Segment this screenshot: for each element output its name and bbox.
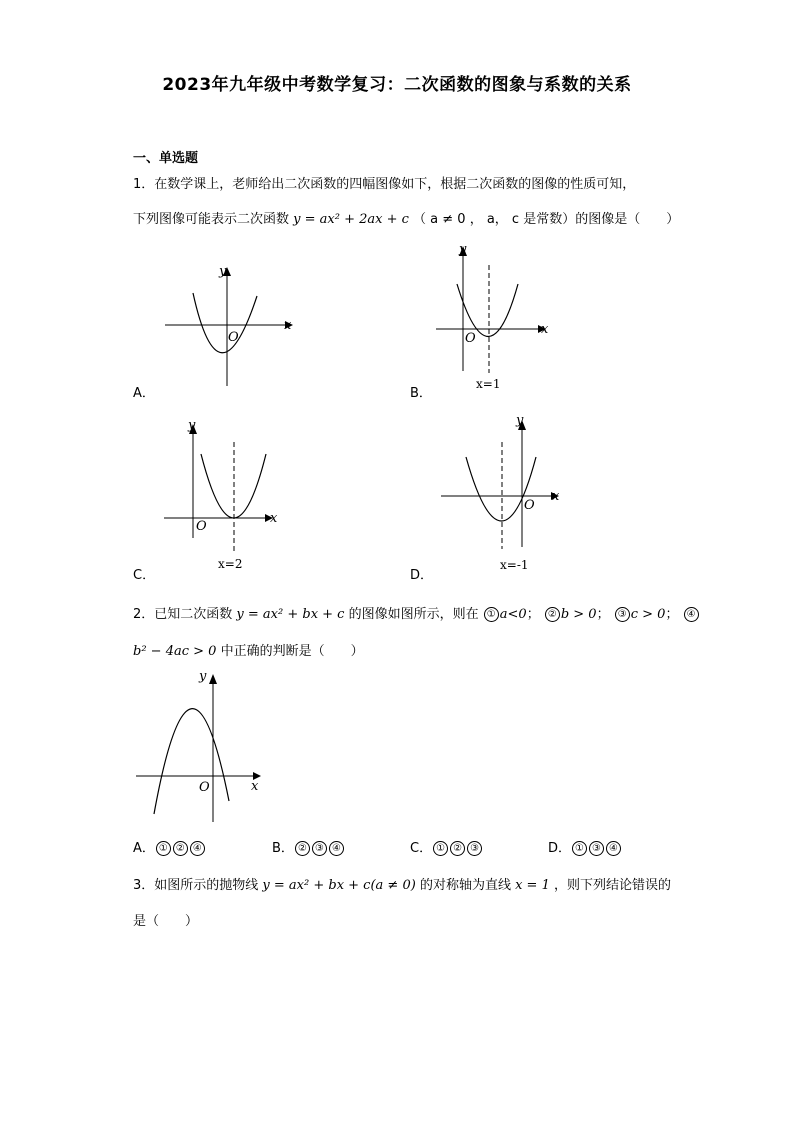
q3-formula: y = ax² + bx + c bbox=[262, 878, 371, 893]
q1-line2 bbox=[133, 208, 679, 227]
graph-a-x-label: x bbox=[284, 318, 292, 333]
graph-b-y-label: y bbox=[459, 242, 467, 257]
q2-parabola bbox=[154, 709, 229, 814]
q2-line2-post: 中正确的判断是（ ） bbox=[220, 644, 364, 659]
q3-line1-post: ，则下列结论错误的 bbox=[554, 878, 672, 893]
q1-line2-pre: 下列图像可能表示二次函数 bbox=[133, 212, 290, 227]
q3-condition: (a ≠ 0) bbox=[370, 878, 416, 893]
graph-a-y-label: y bbox=[219, 264, 227, 279]
circled-2: ② bbox=[545, 607, 560, 622]
graph-b-origin-label: O bbox=[465, 331, 476, 346]
q1-option-d[interactable]: D． bbox=[410, 568, 434, 583]
q2-statement-4: b² − 4ac > 0 bbox=[133, 644, 217, 659]
circled-1: ① bbox=[433, 841, 448, 856]
q2-choice-b[interactable] bbox=[272, 837, 345, 856]
page-title: 2023年九年级中考数学复习：二次函数的图象与系数的关系 bbox=[162, 75, 632, 95]
q3-line2: 是（ ） bbox=[133, 914, 199, 929]
graph-d-origin-label: O bbox=[524, 498, 535, 513]
circled-1: ① bbox=[484, 607, 499, 622]
graph-c-x-label: x bbox=[270, 511, 278, 526]
graph-d-axis-caption: x=-1 bbox=[500, 558, 529, 572]
q1-option-c[interactable]: C． bbox=[133, 568, 156, 583]
q2-y-label: y bbox=[199, 669, 207, 684]
q3-line1-pre: 3．如图所示的抛物线 bbox=[133, 878, 259, 893]
graph-a-parabola bbox=[193, 293, 257, 353]
q2-graph bbox=[133, 666, 273, 826]
q2-choice-c-label: C． bbox=[410, 841, 433, 856]
q2-x-label: x bbox=[251, 779, 259, 794]
circled-4: ④ bbox=[684, 607, 699, 622]
q1-formula: y = ax² + 2ax + c bbox=[293, 212, 409, 227]
q1-condition: （ a ≠ 0 ， a， c 是常数）的图像是（ ） bbox=[413, 212, 680, 227]
q2-choice-d-label: D． bbox=[548, 841, 572, 856]
circled-4: ④ bbox=[190, 841, 205, 856]
circled-3: ③ bbox=[312, 841, 327, 856]
circled-1: ① bbox=[156, 841, 171, 856]
graph-d-x-label: x bbox=[552, 489, 560, 504]
q2-line2 bbox=[133, 640, 364, 659]
graph-c-origin-label: O bbox=[196, 519, 207, 534]
graph-a-origin-label: O bbox=[228, 330, 239, 345]
q2-choice-d[interactable] bbox=[548, 837, 622, 856]
q3-line1-mid: 的对称轴为直线 bbox=[419, 878, 511, 893]
q2-origin-label: O bbox=[199, 780, 210, 795]
q2-statement-1: a<0 bbox=[499, 607, 527, 622]
q2-choice-b-label: B． bbox=[272, 841, 294, 856]
circled-4: ④ bbox=[329, 841, 344, 856]
graph-d-y-label: y bbox=[516, 413, 524, 428]
q1-option-a[interactable]: A． bbox=[133, 386, 155, 401]
q3-line1 bbox=[133, 874, 671, 893]
circled-2: ② bbox=[295, 841, 310, 856]
q2-statement-2: b > 0 bbox=[560, 607, 597, 622]
graph-b-x-label: x bbox=[541, 322, 549, 337]
circled-1: ① bbox=[572, 841, 587, 856]
q1-graph-b bbox=[434, 240, 554, 390]
q2-statement-3: c > 0 bbox=[630, 607, 666, 622]
q2-choice-a[interactable] bbox=[133, 837, 206, 856]
q2-choice-a-label: A． bbox=[133, 841, 155, 856]
q2-line1: 2．已知二次函数 y = ax² + bx + c 的图像如图所示，则在 ① a<0； ② b > 0； ③ c > 0； ④ bbox=[133, 603, 700, 622]
graph-c-y-label: y bbox=[188, 418, 196, 433]
q2-y-arrow bbox=[209, 674, 217, 684]
q2-line1-pre: 2．已知二次函数 bbox=[133, 607, 233, 622]
q1-graph-c bbox=[162, 416, 292, 576]
graph-b-axis-caption: x=1 bbox=[476, 377, 501, 391]
circled-3: ③ bbox=[589, 841, 604, 856]
circled-3: ③ bbox=[467, 841, 482, 856]
circled-3: ③ bbox=[615, 607, 630, 622]
q1-line1: 1．在数学课上，老师给出二次函数的四幅图像如下，根据二次函数的图像的性质可知， bbox=[133, 177, 636, 192]
q3-axis-equation: x = 1 bbox=[515, 878, 550, 893]
q1-option-b[interactable]: B． bbox=[410, 386, 432, 401]
q1-graph-a bbox=[160, 262, 310, 392]
circled-2: ② bbox=[173, 841, 188, 856]
section-heading: 一、单选题 bbox=[133, 151, 199, 166]
q1-graph-d bbox=[438, 412, 568, 572]
circled-2: ② bbox=[450, 841, 465, 856]
circled-4: ④ bbox=[606, 841, 621, 856]
q2-line1-mid: 的图像如图所示，则在 bbox=[348, 607, 479, 622]
graph-c-axis-caption: x=2 bbox=[218, 557, 243, 571]
q2-formula: y = ax² + bx + c bbox=[236, 607, 345, 622]
q2-choice-c[interactable] bbox=[410, 837, 483, 856]
